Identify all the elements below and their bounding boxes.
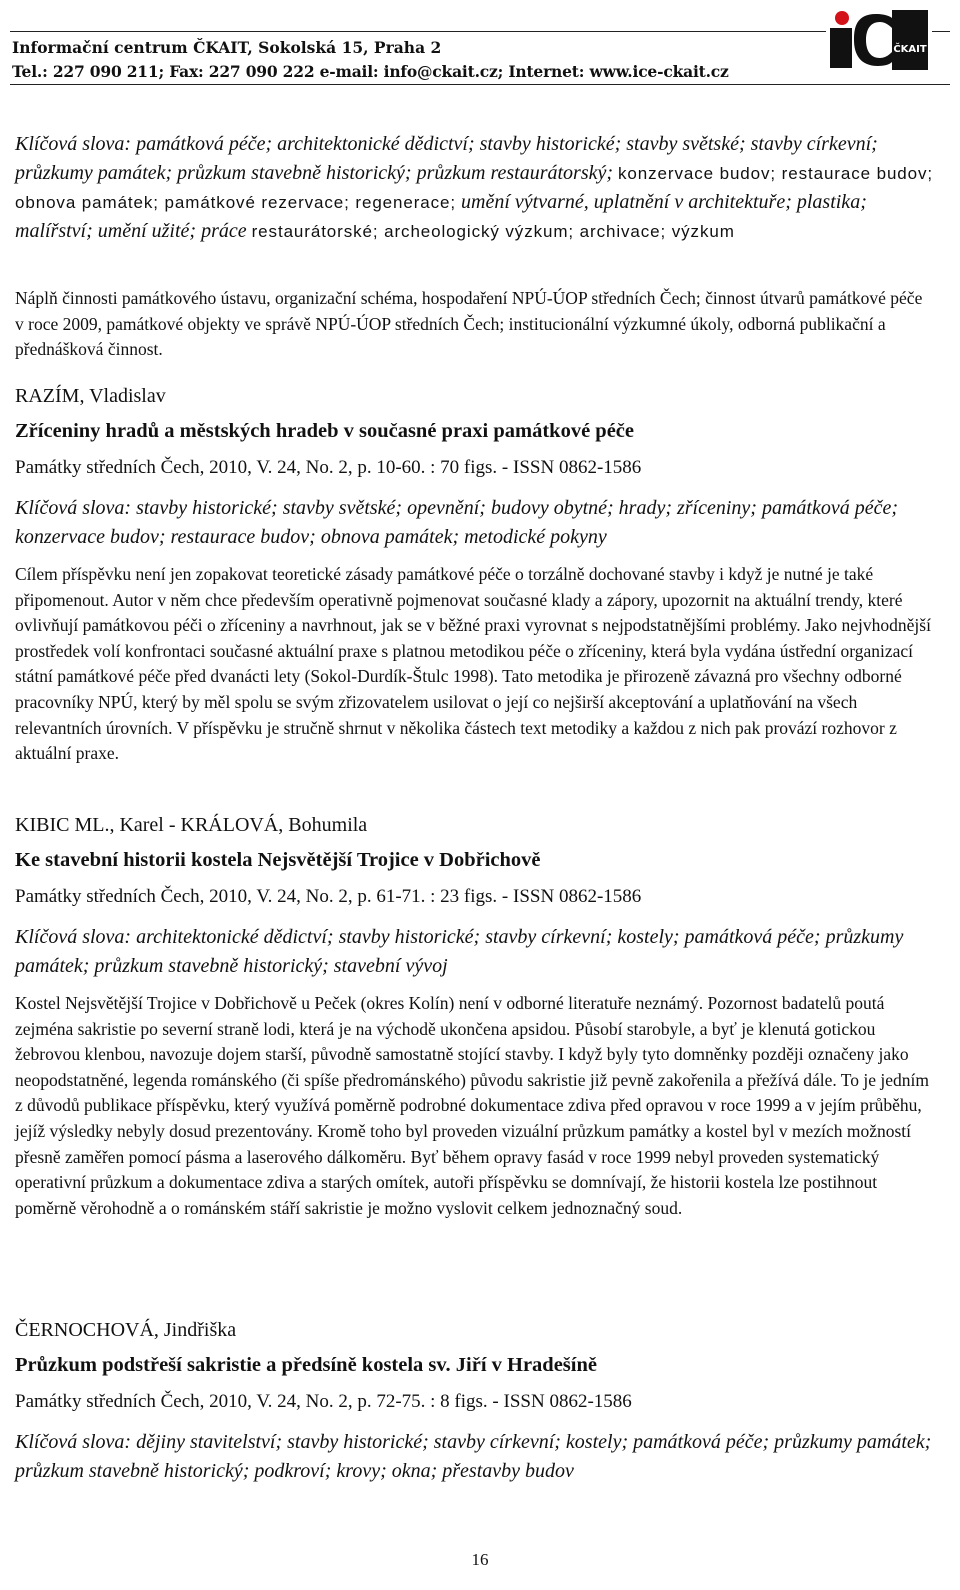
entry-2-citation: Památky středních Čech, 2010, V. 24, No. 2, p. 61-71. : 23 figs. - ISSN 0862-1586 bbox=[15, 886, 642, 907]
entry-1-abstract: Cílem příspěvku není jen zopakovat teoretické zásady památkové péče o torzálně dochované stavby i když je nutné je také připomenout. Autor v něm chce především operativně pojmenovat současné klady a zápory, upozornit na aktuální trendy, které ovlivňují památkovou péči o zříceniny a navrhnout, jak se v běžné praxi vyrovnat s nejpodstatnějšími problémy. Jako nejvhodnější prostředek volí konfrontaci současné aktuální praxe s platnou metodikou péče o zříceniny, která byla vydána ústřední organizací státní památkové péče před dvanácti lety (Sokol-Durdík-Štulc 1998). Tato metodika je přirozeně závazná pro všechny odborné pracovníky NPÚ, který by měl spolu se svým zřizovatelem usilovat o její co nejširší akceptování a uplatňování na všech relevantních úrovních. V příspěvku je stručně shrnut v několika částech text metodiky a každou z nich pak provází rozhovor z aktuální praxe. bbox=[15, 564, 931, 764]
entry-1-title: Zříceniny hradů a městských hradeb v současné praxi památkové péče bbox=[15, 420, 635, 442]
page-number: 16 bbox=[471, 1550, 489, 1569]
entry-2-author: KIBIC ML., Karel - KRÁLOVÁ, Bohumila bbox=[15, 814, 368, 836]
header-rule-bottom bbox=[10, 84, 950, 85]
keywords-top-spaced-c: restaurátorské; archeologický výzkum; archivace; výzkum bbox=[251, 222, 735, 241]
svg-text:ČKAIT: ČKAIT bbox=[893, 44, 927, 55]
page-header bbox=[0, 0, 960, 90]
header-contacts: Tel.: 227 090 211; Fax: 227 090 222 e-mail: info@ckait.cz; Internet: www.ice-ckait.cz bbox=[12, 62, 729, 81]
keywords-top bbox=[15, 130, 935, 246]
keywords-top-italic: Klíčová slova: památková péče; architektonické dědictví; stavby historické; stavby světské; stavby církevní; průzkumy památek; průzkum stavebně historický; průzkum restaurátorský; bbox=[15, 133, 878, 184]
ice-ckait-logo bbox=[826, 6, 932, 74]
entry-3-citation: Památky středních Čech, 2010, V. 24, No. 2, p. 72-75. : 8 figs. - ISSN 0862-1586 bbox=[15, 1391, 632, 1412]
keywords-top-italic-b: umění výtvarné, uplatnění v architektuře; plastika; malířství; umění užité; práce bbox=[15, 191, 867, 242]
header-rule-top bbox=[10, 31, 950, 32]
entry-3-keywords: Klíčová slova: dějiny stavitelství; stavby historické; stavby církevní; kostely; památková péče; průzkumy památek; průzkum stavebně historický; podkroví; krovy; okna; přestavby budov bbox=[15, 1431, 932, 1482]
entry-2-title: Ke stavební historii kostela Nejsvětější Trojice v Dobřichově bbox=[15, 849, 541, 871]
entry-3-author: ČERNOCHOVÁ, Jindřiška bbox=[15, 1319, 237, 1341]
entry-2-keywords: Klíčová slova: architektonické dědictví; stavby historické; stavby církevní; kostely; památková péče; průzkumy památek; průzkum stavebně historický; stavební vývoj bbox=[15, 926, 904, 977]
abstract-top: Náplň činnosti památkového ústavu, organizační schéma, hospodaření NPÚ-ÚOP středních Čech; činnost útvarů památkové péče v roce 2009, památkové objekty ve správě NPÚ-ÚOP středních Čech; institucionální výzkumné úkoly, odborná publikační a přednášková činnost. bbox=[15, 288, 923, 360]
entry-1-keywords: Klíčová slova: stavby historické; stavby světské; opevnění; budovy obytné; hrady; zříceniny; památková péče; konzervace budov; restaurace budov; obnova památek; metodické pokyny bbox=[15, 497, 898, 548]
keywords-top-spaced-a: konzervace budov; restaurace budov; obnova památek; památkové rezervace; regenerace; bbox=[15, 164, 934, 212]
entry-1-author: RAZÍM, Vladislav bbox=[15, 385, 166, 407]
entry-3-title: Průzkum podstřeší sakristie a předsíně kostela sv. Jiří v Hradešíně bbox=[15, 1354, 597, 1376]
entry-1-citation: Památky středních Čech, 2010, V. 24, No. 2, p. 10-60. : 70 figs. - ISSN 0862-1586 bbox=[15, 457, 642, 478]
entry-2-abstract: Kostel Nejsvětější Trojice v Dobřichově u Peček (okres Kolín) není v odborné literatuře neznámý. Pozornost badatelů poutá zejména sakristie po severní straně lodi, která je na východě ukončena apsidou. Působí starobyle, a byť je klenutá gotickou žebrovou klenbou, navozuje dojem starší, původně samostatně stojící stavby. I když byly tyto domněnky později označeny jako neopodstatněné, legenda románského (či spíše předrománského) původu sakristie již pevně zakořenila a přežívá dále. To je jedním z důvodů publikace příspěvku, který využívá poměrně podrobné dokumentace zdiva před opravou v roce 1999 a v jejím průběhu, jejíž výsledky nebyly dosud prezentovány. Kromě toho byl proveden vizuální průzkum památky a kostel byl v mezích možností přesně zaměřen pomocí pásma a laserového dálkoměru. Byť během opravy fasád v roce 1999 nebyl proveden systematický operativní průzkum a dokumentace zdiva a starých omítek, autoři příspěvku se domnívají, že historii kostela lze postihnout poměrně věrohodně a o románském stáří sakristie je možno vyslovit celkem jednoznačný soud. bbox=[15, 993, 929, 1218]
header-address: Informační centrum ČKAIT, Sokolská 15, Praha 2 bbox=[12, 38, 442, 57]
